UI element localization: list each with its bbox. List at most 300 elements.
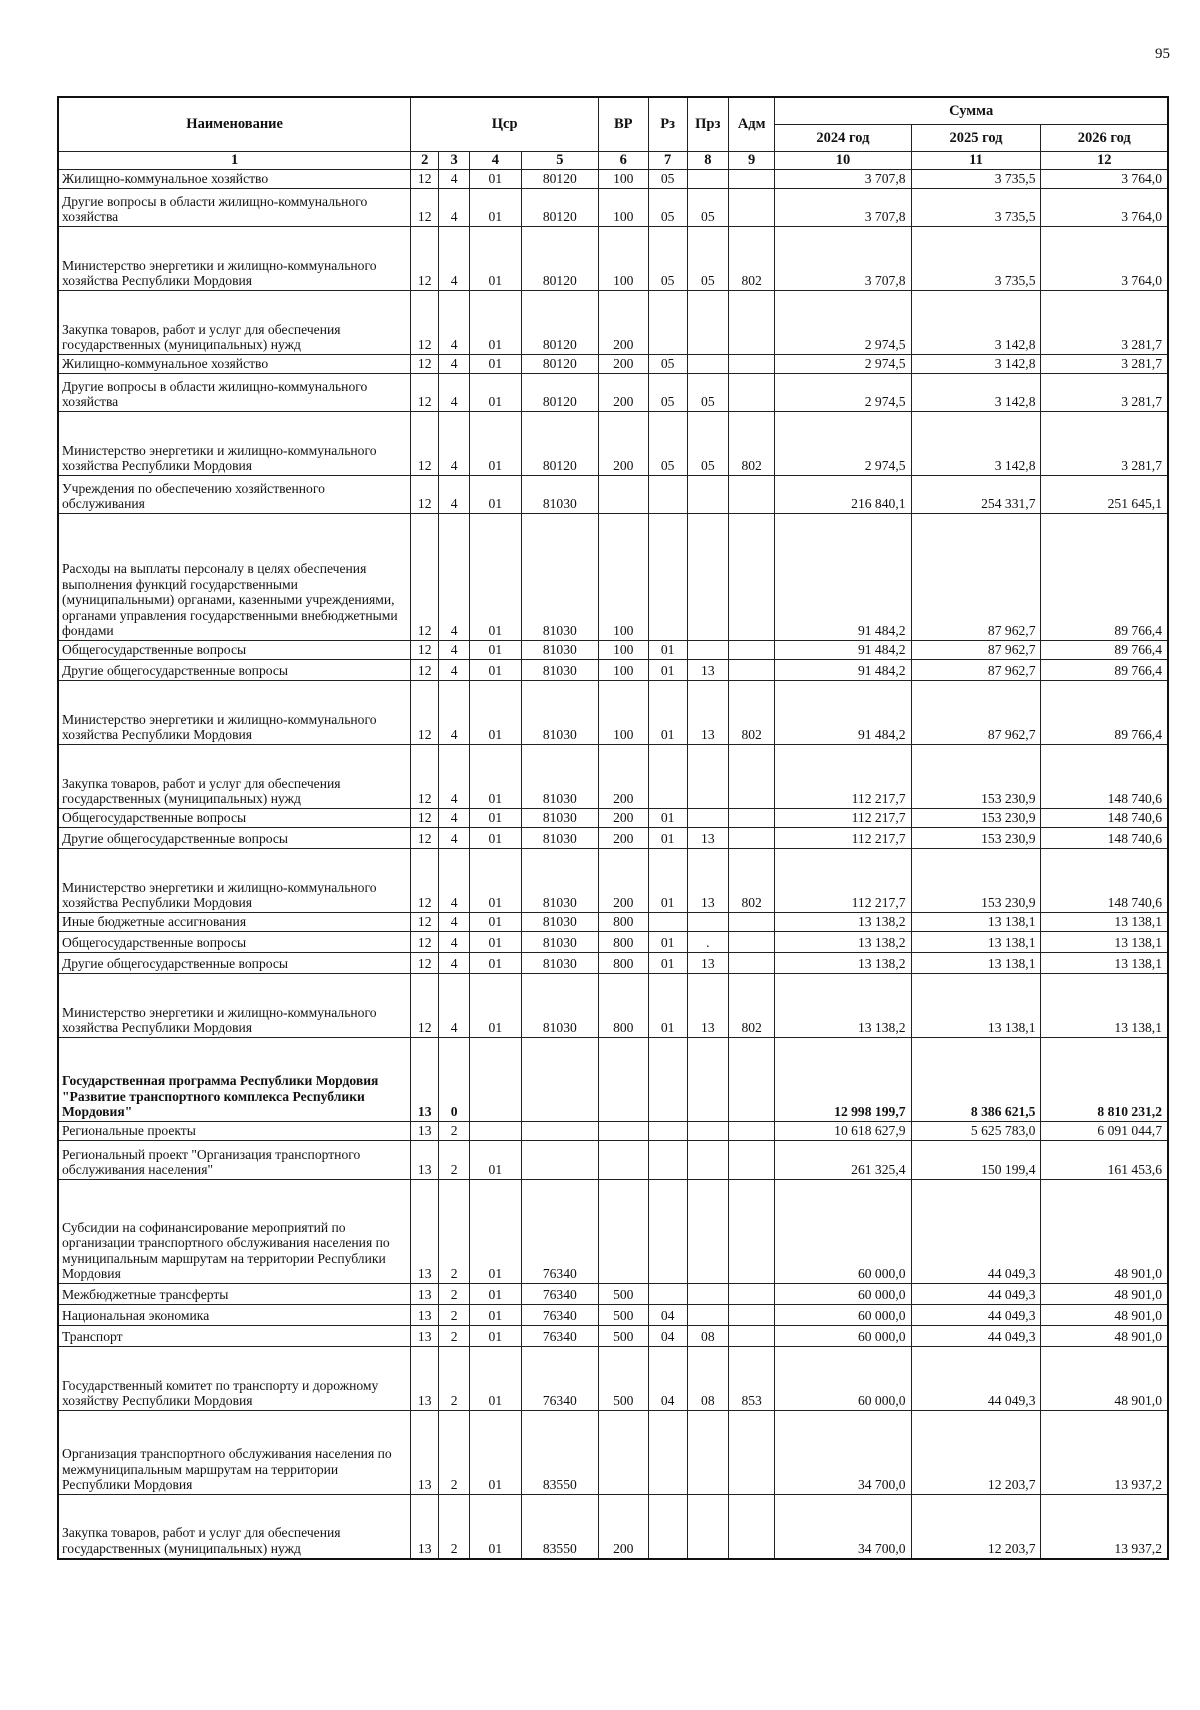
sum-2026-cell: 3 281,7 xyxy=(1041,355,1168,374)
rz-cell xyxy=(648,1180,687,1284)
sum-2026-cell: 13 138,1 xyxy=(1041,913,1168,932)
table-row xyxy=(58,476,1168,514)
cer-code-cell: 81030 xyxy=(521,476,598,514)
rz-cell: 01 xyxy=(648,660,687,681)
sum-2026-cell: 89 766,4 xyxy=(1041,681,1168,745)
rz-cell: 05 xyxy=(648,412,687,476)
table-body xyxy=(58,170,1168,1559)
sum-2025-cell: 12 203,7 xyxy=(911,1411,1041,1495)
sum-2024-cell: 3 707,8 xyxy=(775,170,911,189)
rz-cell xyxy=(648,1122,687,1141)
row-name-cell: Жилищно-коммунальное хозяйство xyxy=(58,170,411,189)
rz-cell: 05 xyxy=(648,374,687,412)
cer-code-cell: 4 xyxy=(439,913,470,932)
prz-cell: 05 xyxy=(687,374,728,412)
cer-code-cell: 81030 xyxy=(521,953,598,974)
sum-2026-cell: 6 091 044,7 xyxy=(1041,1122,1168,1141)
adm-cell xyxy=(728,745,774,809)
cer-code-cell: 01 xyxy=(470,681,522,745)
sum-2024-cell: 261 325,4 xyxy=(775,1141,911,1180)
sum-2025-cell: 3 735,5 xyxy=(911,189,1041,227)
rz-cell xyxy=(648,1411,687,1495)
cer-code-cell: 4 xyxy=(439,932,470,953)
cer-code-cell: 81030 xyxy=(521,809,598,828)
cer-code-cell: 81030 xyxy=(521,932,598,953)
table-row xyxy=(58,1284,1168,1305)
col-index: 8 xyxy=(687,152,728,170)
table-row xyxy=(58,227,1168,291)
cer-code-cell: 80120 xyxy=(521,374,598,412)
row-name-cell: Расходы на выплаты персоналу в целях обеспечения выполнения функций государственными (муниципальными) органами, казенными учреждениями, органами управления государственными внебюджетными фондами xyxy=(58,514,411,641)
row-name-cell: Другие общегосударственные вопросы xyxy=(58,953,411,974)
row-name-cell: Министерство энергетики и жилищно-коммунального хозяйства Республики Мордовия xyxy=(58,681,411,745)
table-row xyxy=(58,1305,1168,1326)
sum-2025-cell: 3 142,8 xyxy=(911,291,1041,355)
row-name-cell: Государственная программа Республики Мордовия "Развитие транспортного комплекса Республики Мордовия" xyxy=(58,1038,411,1122)
cer-code-cell: 4 xyxy=(439,227,470,291)
vr-cell: 200 xyxy=(599,745,649,809)
rz-cell: 01 xyxy=(648,974,687,1038)
rz-cell xyxy=(648,745,687,809)
sum-2025-cell: 44 049,3 xyxy=(911,1347,1041,1411)
header-year-2024: 2024 год xyxy=(775,125,911,152)
prz-cell: 13 xyxy=(687,828,728,849)
sum-2024-cell: 2 974,5 xyxy=(775,412,911,476)
vr-cell: 200 xyxy=(599,849,649,913)
cer-code-cell: 4 xyxy=(439,849,470,913)
row-name-cell: Министерство энергетики и жилищно-коммунального хозяйства Республики Мордовия xyxy=(58,227,411,291)
prz-cell: 13 xyxy=(687,849,728,913)
prz-cell: 13 xyxy=(687,660,728,681)
header-name: Наименование xyxy=(58,97,411,152)
row-name-cell: Региональный проект "Организация транспортного обслуживания населения" xyxy=(58,1141,411,1180)
cer-code-cell: 01 xyxy=(470,932,522,953)
rz-cell xyxy=(648,913,687,932)
sum-2025-cell: 87 962,7 xyxy=(911,641,1041,660)
vr-cell xyxy=(599,1122,649,1141)
cer-code-cell xyxy=(521,1122,598,1141)
cer-code-cell: 2 xyxy=(439,1411,470,1495)
table-row xyxy=(58,1411,1168,1495)
adm-cell xyxy=(728,932,774,953)
cer-code-cell: 01 xyxy=(470,1411,522,1495)
sum-2024-cell: 13 138,2 xyxy=(775,974,911,1038)
rz-cell xyxy=(648,1038,687,1122)
vr-cell: 200 xyxy=(599,1495,649,1559)
sum-2024-cell: 91 484,2 xyxy=(775,681,911,745)
row-name-cell: Иные бюджетные ассигнования xyxy=(58,913,411,932)
cer-code-cell: 01 xyxy=(470,745,522,809)
cer-code-cell: 81030 xyxy=(521,745,598,809)
adm-cell xyxy=(728,1305,774,1326)
sum-2024-cell: 60 000,0 xyxy=(775,1347,911,1411)
sum-2024-cell: 60 000,0 xyxy=(775,1305,911,1326)
cer-code-cell: 01 xyxy=(470,189,522,227)
prz-cell xyxy=(687,809,728,828)
cer-code-cell: 01 xyxy=(470,1495,522,1559)
vr-cell: 100 xyxy=(599,227,649,291)
sum-2026-cell: 148 740,6 xyxy=(1041,809,1168,828)
vr-cell: 200 xyxy=(599,355,649,374)
sum-2025-cell: 44 049,3 xyxy=(911,1305,1041,1326)
sum-2026-cell: 13 138,1 xyxy=(1041,974,1168,1038)
cer-code-cell: 4 xyxy=(439,514,470,641)
cer-code-cell: 76340 xyxy=(521,1284,598,1305)
cer-code-cell: 01 xyxy=(470,641,522,660)
prz-cell xyxy=(687,514,728,641)
cer-code-cell: 4 xyxy=(439,189,470,227)
sum-2026-cell: 161 453,6 xyxy=(1041,1141,1168,1180)
table-row xyxy=(58,170,1168,189)
col-index: 1 xyxy=(58,152,411,170)
sum-2026-cell: 3 764,0 xyxy=(1041,227,1168,291)
sum-2025-cell: 87 962,7 xyxy=(911,660,1041,681)
sum-2026-cell: 13 138,1 xyxy=(1041,932,1168,953)
cer-code-cell: 81030 xyxy=(521,681,598,745)
rz-cell: 01 xyxy=(648,681,687,745)
table-row xyxy=(58,1326,1168,1347)
prz-cell xyxy=(687,1141,728,1180)
table-row xyxy=(58,974,1168,1038)
rz-cell: 01 xyxy=(648,828,687,849)
sum-2026-cell: 13 138,1 xyxy=(1041,953,1168,974)
adm-cell xyxy=(728,913,774,932)
cer-code-cell: 2 xyxy=(439,1122,470,1141)
cer-code-cell: 2 xyxy=(439,1495,470,1559)
prz-cell xyxy=(687,1180,728,1284)
rz-cell: 01 xyxy=(648,953,687,974)
adm-cell xyxy=(728,1038,774,1122)
vr-cell: 100 xyxy=(599,189,649,227)
prz-cell xyxy=(687,355,728,374)
sum-2025-cell: 44 049,3 xyxy=(911,1326,1041,1347)
cer-code-cell: 01 xyxy=(470,913,522,932)
table-row xyxy=(58,291,1168,355)
header-vr: ВР xyxy=(599,97,649,152)
vr-cell: 500 xyxy=(599,1305,649,1326)
sum-2026-cell: 48 901,0 xyxy=(1041,1284,1168,1305)
cer-code-cell: 12 xyxy=(411,227,439,291)
prz-cell: 13 xyxy=(687,974,728,1038)
sum-2024-cell: 3 707,8 xyxy=(775,227,911,291)
cer-code-cell: 83550 xyxy=(521,1411,598,1495)
cer-code-cell: 01 xyxy=(470,849,522,913)
table-row xyxy=(58,1180,1168,1284)
sum-2025-cell: 3 142,8 xyxy=(911,412,1041,476)
row-name-cell: Национальная экономика xyxy=(58,1305,411,1326)
sum-2024-cell: 216 840,1 xyxy=(775,476,911,514)
cer-code-cell: 12 xyxy=(411,974,439,1038)
vr-cell xyxy=(599,1411,649,1495)
cer-code-cell: 2 xyxy=(439,1284,470,1305)
header-sum: Сумма xyxy=(775,97,1168,125)
cer-code-cell: 01 xyxy=(470,1347,522,1411)
cer-code-cell: 13 xyxy=(411,1180,439,1284)
cer-code-cell: 2 xyxy=(439,1305,470,1326)
sum-2026-cell: 251 645,1 xyxy=(1041,476,1168,514)
prz-cell: 05 xyxy=(687,412,728,476)
cer-code-cell: 13 xyxy=(411,1411,439,1495)
sum-2024-cell: 2 974,5 xyxy=(775,291,911,355)
sum-2026-cell: 148 740,6 xyxy=(1041,849,1168,913)
sum-2025-cell: 150 199,4 xyxy=(911,1141,1041,1180)
rz-cell xyxy=(648,1284,687,1305)
cer-code-cell xyxy=(521,1038,598,1122)
row-name-cell: Министерство энергетики и жилищно-коммунального хозяйства Республики Мордовия xyxy=(58,412,411,476)
cer-code-cell: 4 xyxy=(439,745,470,809)
cer-code-cell: 12 xyxy=(411,514,439,641)
row-name-cell: Закупка товаров, работ и услуг для обеспечения государственных (муниципальных) нужд xyxy=(58,1495,411,1559)
adm-cell xyxy=(728,291,774,355)
vr-cell: 100 xyxy=(599,681,649,745)
sum-2026-cell: 89 766,4 xyxy=(1041,514,1168,641)
vr-cell: 200 xyxy=(599,412,649,476)
row-name-cell: Государственный комитет по транспорту и дорожному хозяйству Республики Мордовия xyxy=(58,1347,411,1411)
rz-cell: 05 xyxy=(648,189,687,227)
table-row xyxy=(58,745,1168,809)
prz-cell xyxy=(687,1284,728,1305)
vr-cell: 800 xyxy=(599,974,649,1038)
adm-cell xyxy=(728,1495,774,1559)
table-row xyxy=(58,641,1168,660)
cer-code-cell: 80120 xyxy=(521,355,598,374)
cer-code-cell: 4 xyxy=(439,828,470,849)
vr-cell: 200 xyxy=(599,809,649,828)
vr-cell: 500 xyxy=(599,1347,649,1411)
prz-cell xyxy=(687,1038,728,1122)
vr-cell xyxy=(599,1141,649,1180)
table-row xyxy=(58,953,1168,974)
cer-code-cell: 12 xyxy=(411,913,439,932)
prz-cell: 08 xyxy=(687,1347,728,1411)
col-index: 2 xyxy=(411,152,439,170)
cer-code-cell: 80120 xyxy=(521,189,598,227)
sum-2024-cell: 112 217,7 xyxy=(775,849,911,913)
cer-code-cell: 76340 xyxy=(521,1305,598,1326)
table-row xyxy=(58,681,1168,745)
table-row xyxy=(58,355,1168,374)
sum-2024-cell: 91 484,2 xyxy=(775,641,911,660)
cer-code-cell: 81030 xyxy=(521,828,598,849)
prz-cell: 05 xyxy=(687,227,728,291)
sum-2025-cell: 13 138,1 xyxy=(911,974,1041,1038)
cer-code-cell: 4 xyxy=(439,681,470,745)
adm-cell: 802 xyxy=(728,227,774,291)
cer-code-cell: 80120 xyxy=(521,170,598,189)
prz-cell: . xyxy=(687,932,728,953)
cer-code-cell: 13 xyxy=(411,1038,439,1122)
header-rz: Рз xyxy=(648,97,687,152)
cer-code-cell: 81030 xyxy=(521,660,598,681)
cer-code-cell: 12 xyxy=(411,412,439,476)
sum-2025-cell: 13 138,1 xyxy=(911,932,1041,953)
sum-2024-cell: 13 138,2 xyxy=(775,953,911,974)
vr-cell: 800 xyxy=(599,953,649,974)
cer-code-cell: 2 xyxy=(439,1347,470,1411)
col-index: 5 xyxy=(521,152,598,170)
col-index: 9 xyxy=(728,152,774,170)
cer-code-cell: 01 xyxy=(470,291,522,355)
prz-cell xyxy=(687,641,728,660)
vr-cell: 800 xyxy=(599,913,649,932)
prz-cell xyxy=(687,1122,728,1141)
sum-2025-cell: 12 203,7 xyxy=(911,1495,1041,1559)
prz-cell xyxy=(687,1495,728,1559)
row-name-cell: Субсидии на софинансирование мероприятий по организации транспортного обслуживания населения по муниципальным маршрутам на территории Республики Мордовия xyxy=(58,1180,411,1284)
rz-cell: 04 xyxy=(648,1347,687,1411)
row-name-cell: Общегосударственные вопросы xyxy=(58,641,411,660)
sum-2025-cell: 8 386 621,5 xyxy=(911,1038,1041,1122)
cer-code-cell: 76340 xyxy=(521,1326,598,1347)
sum-2026-cell: 3 764,0 xyxy=(1041,170,1168,189)
prz-cell: 13 xyxy=(687,953,728,974)
sum-2024-cell: 112 217,7 xyxy=(775,745,911,809)
sum-2026-cell: 8 810 231,2 xyxy=(1041,1038,1168,1122)
sum-2024-cell: 2 974,5 xyxy=(775,355,911,374)
row-name-cell: Транспорт xyxy=(58,1326,411,1347)
prz-cell xyxy=(687,1411,728,1495)
adm-cell xyxy=(728,953,774,974)
adm-cell xyxy=(728,828,774,849)
cer-code-cell: 12 xyxy=(411,809,439,828)
vr-cell xyxy=(599,1038,649,1122)
cer-code-cell: 13 xyxy=(411,1305,439,1326)
table-row xyxy=(58,1495,1168,1559)
sum-2026-cell: 48 901,0 xyxy=(1041,1180,1168,1284)
cer-code-cell: 01 xyxy=(470,1141,522,1180)
cer-code-cell: 12 xyxy=(411,745,439,809)
sum-2024-cell: 112 217,7 xyxy=(775,828,911,849)
vr-cell: 100 xyxy=(599,514,649,641)
cer-code-cell: 2 xyxy=(439,1180,470,1284)
vr-cell xyxy=(599,476,649,514)
cer-code-cell: 12 xyxy=(411,170,439,189)
cer-code-cell: 01 xyxy=(470,1180,522,1284)
vr-cell: 100 xyxy=(599,641,649,660)
prz-cell: 13 xyxy=(687,681,728,745)
sum-2025-cell: 87 962,7 xyxy=(911,681,1041,745)
sum-2024-cell: 60 000,0 xyxy=(775,1326,911,1347)
cer-code-cell: 12 xyxy=(411,828,439,849)
cer-code-cell: 12 xyxy=(411,476,439,514)
adm-cell xyxy=(728,374,774,412)
cer-code-cell: 4 xyxy=(439,974,470,1038)
col-index: 10 xyxy=(775,152,911,170)
col-index: 7 xyxy=(648,152,687,170)
header-year-2025: 2025 год xyxy=(911,125,1041,152)
adm-cell xyxy=(728,641,774,660)
cer-code-cell: 81030 xyxy=(521,849,598,913)
header-cer: Цср xyxy=(411,97,599,152)
cer-code-cell: 12 xyxy=(411,374,439,412)
sum-2026-cell: 148 740,6 xyxy=(1041,745,1168,809)
vr-cell: 200 xyxy=(599,828,649,849)
cer-code-cell: 01 xyxy=(470,227,522,291)
cer-code-cell: 4 xyxy=(439,355,470,374)
vr-cell: 500 xyxy=(599,1284,649,1305)
cer-code-cell: 4 xyxy=(439,291,470,355)
sum-2024-cell: 13 138,2 xyxy=(775,913,911,932)
row-name-cell: Другие общегосударственные вопросы xyxy=(58,828,411,849)
sum-2025-cell: 3 735,5 xyxy=(911,170,1041,189)
rz-cell: 01 xyxy=(648,809,687,828)
adm-cell: 802 xyxy=(728,849,774,913)
table-row xyxy=(58,1141,1168,1180)
cer-code-cell: 4 xyxy=(439,170,470,189)
cer-code-cell: 12 xyxy=(411,681,439,745)
cer-code-cell: 12 xyxy=(411,660,439,681)
table-row xyxy=(58,189,1168,227)
sum-2025-cell: 44 049,3 xyxy=(911,1180,1041,1284)
vr-cell: 200 xyxy=(599,291,649,355)
adm-cell xyxy=(728,514,774,641)
col-index: 11 xyxy=(911,152,1041,170)
row-name-cell: Министерство энергетики и жилищно-коммунального хозяйства Республики Мордовия xyxy=(58,974,411,1038)
adm-cell: 802 xyxy=(728,412,774,476)
cer-code-cell: 01 xyxy=(470,660,522,681)
sum-2024-cell: 91 484,2 xyxy=(775,514,911,641)
sum-2026-cell: 48 901,0 xyxy=(1041,1326,1168,1347)
sum-2025-cell: 153 230,9 xyxy=(911,809,1041,828)
rz-cell: 05 xyxy=(648,170,687,189)
rz-cell xyxy=(648,476,687,514)
rz-cell: 01 xyxy=(648,641,687,660)
table-row xyxy=(58,809,1168,828)
cer-code-cell: 4 xyxy=(439,374,470,412)
sum-2025-cell: 3 142,8 xyxy=(911,355,1041,374)
cer-code-cell xyxy=(470,1122,522,1141)
sum-2025-cell: 44 049,3 xyxy=(911,1284,1041,1305)
row-name-cell: Другие общегосударственные вопросы xyxy=(58,660,411,681)
cer-code-cell: 01 xyxy=(470,828,522,849)
sum-2024-cell: 34 700,0 xyxy=(775,1495,911,1559)
table-row xyxy=(58,828,1168,849)
rz-cell xyxy=(648,291,687,355)
sum-2025-cell: 254 331,7 xyxy=(911,476,1041,514)
row-name-cell: Министерство энергетики и жилищно-коммунального хозяйства Республики Мордовия xyxy=(58,849,411,913)
prz-cell xyxy=(687,745,728,809)
cer-code-cell: 0 xyxy=(439,1038,470,1122)
col-index: 6 xyxy=(599,152,649,170)
cer-code-cell: 01 xyxy=(470,355,522,374)
row-name-cell: Общегосударственные вопросы xyxy=(58,932,411,953)
adm-cell: 853 xyxy=(728,1347,774,1411)
sum-2026-cell: 48 901,0 xyxy=(1041,1305,1168,1326)
cer-code-cell: 2 xyxy=(439,1141,470,1180)
cer-code-cell: 12 xyxy=(411,291,439,355)
prz-cell xyxy=(687,476,728,514)
cer-code-cell: 81030 xyxy=(521,514,598,641)
sum-2025-cell: 5 625 783,0 xyxy=(911,1122,1041,1141)
row-name-cell: Жилищно-коммунальное хозяйство xyxy=(58,355,411,374)
cer-code-cell: 01 xyxy=(470,374,522,412)
cer-code-cell: 83550 xyxy=(521,1495,598,1559)
cer-code-cell: 13 xyxy=(411,1495,439,1559)
cer-code-cell: 01 xyxy=(470,974,522,1038)
rz-cell: 05 xyxy=(648,355,687,374)
sum-2024-cell: 12 998 199,7 xyxy=(775,1038,911,1122)
sum-2025-cell: 153 230,9 xyxy=(911,849,1041,913)
vr-cell: 100 xyxy=(599,660,649,681)
header-year-2026: 2026 год xyxy=(1041,125,1168,152)
rz-cell: 04 xyxy=(648,1326,687,1347)
table-row xyxy=(58,660,1168,681)
table-row xyxy=(58,1347,1168,1411)
sum-2026-cell: 3 281,7 xyxy=(1041,412,1168,476)
cer-code-cell: 80120 xyxy=(521,227,598,291)
row-name-cell: Другие вопросы в области жилищно-коммунального хозяйства xyxy=(58,374,411,412)
cer-code-cell: 76340 xyxy=(521,1180,598,1284)
